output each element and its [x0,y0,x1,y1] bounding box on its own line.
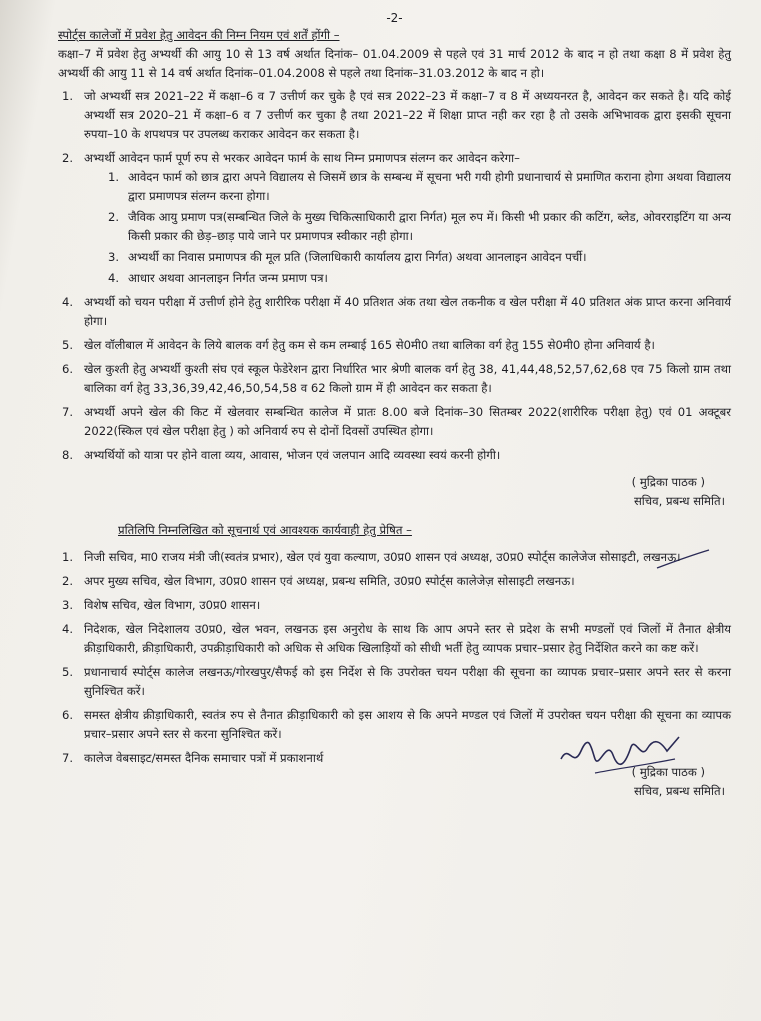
signatory-designation: सचिव, प्रबन्ध समिति। [633,784,725,798]
copy-to-item: 2. अपर मुख्य सचिव, खेल विभाग, उ0प्र0 शासन एवं अध्यक्ष, प्रबन्ध समिति, उ0प्र0 स्पोर्ट्स कालेजेज़ सोसाइटी लखनऊ। [62,574,575,588]
rule-item: 4. अभ्यर्थी को चयन परीक्षा में उत्तीर्ण होने हेतु शारीरिक परीक्षा में 40 प्रतिशत अंक तथा खेल तकनीक व खेल परीक्षा में 40 प्रतिशत अंक प्राप्त करना अनिवार्य होगा। [62,295,731,328]
rule-item: 6. खेल कुश्ती हेतु अभ्यर्थी कुश्ती संघ एवं स्कूल फेडेरेशन द्वारा निर्धारित भार श्रेणी बालक वर्ग हेतु 38, 41,44,48,52,57,62,68 एव 75 किलो ग्राम तथा बालिका वर्ग हेतु 33,36,39,42,46,50,54,58 व 62 किलो ग्राम में ही आवेदन कर सकता है। [62,362,731,395]
handwritten-signature [555,729,685,781]
subrule-item: 4. आधार अथवा आनलाइन निर्गत जन्म प्रमाण पत्र। [108,271,328,285]
intro-paragraph: कक्षा–7 में प्रवेश हेतु अभ्यर्थी की आयु 10 से 13 वर्ष अर्थात दिनांक– 01.04.2009 से पहले एवं 31 मार्च 2012 के बाद न हो तथा कक्षा 8 में प्रवेश हेतु अभ्यर्थी की आयु 11 से 14 वर्ष अर्थात दिनांक–01.04.2008 से पहले तथा दिनांक–31.03.2012 के बाद न हो। [58,47,731,80]
subrule-item: 2. जैविक आयु प्रमाण पत्र(सम्बन्धित जिले के मुख्य चिकित्साधिकारी द्वारा निर्गत) मूल रुप में। किसी भी प्रकार की कटिंग, ब्लेड, ओवरराइटिंग या अन्य किसी प्रकार की छेड़–छाड़ पाये जाने पर प्रमाणपत्र स्वीकार नही होगा। [108,210,731,243]
signatory-name: ( मुद्रिका पाठक ) [631,765,705,779]
rule-item: 2. अभ्यर्थी आवेदन फार्म पूर्ण रुप से भरकर आवेदन फार्म के साथ निम्न प्रमाणपत्र संलग्न कर आवेदन करेगा– 1. आवेदन फार्म को छात्र द्वारा अपने विद्यालय से जिसमें छात्र के सम्बन्ध में सूचना भरी गयी होगी प्रधानाचार्य से प्रमाणित कराना होगा अथवा विद्यालय द्वारा प्रमाणपत्र संलग्न करना होगा। 2. जैविक आयु प्रमाण पत्र(सम्बन्धित जिले के मुख्य चिकित्साधिकारी द्वारा निर्गत) मूल रुप में। किसी भी प्रकार की कटिंग, ब्लेड, ओवरराइटिंग या अन्य किसी प्रकार की छेड़–छाड़ पाये जाने पर प्रमाणपत्र स्वीकार नही होगा। 3. अभ्यर्थी का निवास प्रमाणपत्र की मूल प्रति (जिलाधिकारी कार्यालय द्वारा निर्गत) अथवा आनलाइन आवेदन पर्ची। 4. आधार अथवा आनलाइन निर्गत जन्म प्रमाण पत्र। [58,149,731,288]
copy-to-heading: प्रतिलिपि निम्नलिखित को सूचनार्थ एवं आवश्यक कार्यवाही हेतु प्रेषित – [118,523,412,537]
subrule-item: 3. अभ्यर्थी का निवास प्रमाणपत्र की मूल प्रति (जिलाधिकारी कार्यालय द्वारा निर्गत) अथवा आनलाइन आवेदन पर्ची। [108,250,587,264]
signatory-designation: सचिव, प्रबन्ध समिति। [633,494,725,508]
rule-item: 1. जो अभ्यर्थी सत्र 2021–22 में कक्षा–6 व 7 उत्तीर्ण कर चुके है एवं सत्र 2022–23 में कक्षा–7 व 8 में अध्ययनरत है, आवेदन कर सकते है। यदि कोई अभ्यर्थी सत्र 2020–21 में कक्षा–6 व 7 उत्तीर्ण कर चुका है तथा 2021–22 में शिक्षा प्राप्त नही कर रहा है तो उसके अभिभावक द्वारा इसकी सूचना रुपया–10 के शपथपत्र पर उपलब्ध कराकर आवेदन कर सकता है। [62,89,731,141]
rule-item: 5. खेल वॉलीबाल में आवेदन के लिये बालक वर्ग हेतु कम से कम लम्बाई 165 से0मी0 तथा बालिका वर्ग हेतु 155 से0मी0 होना अनिवार्य है। [62,338,655,352]
copy-to-item: 7. कालेज वेबसाइट/समस्त दैनिक समाचार पत्रों में प्रकाशनार्थ [62,751,324,765]
rule-item: 7. अभ्यर्थी अपने खेल की किट में खेलवार सम्बन्धित कालेज में प्रातः 8.00 बजे दिनांक–30 सितम्बर 2022(शारीरिक परीक्षा हेतु) एवं 01 अक्टूबर 2022(स्किल एवं खेल परीक्षा हेतु ) को अनिवार्य रुप से दोनों दिवसों उपस्थित होगा। [62,405,731,438]
rules-list [58,87,731,465]
signature-block-1 [58,473,725,511]
copy-to-item: 3. विशेष सचिव, खेल विभाग, उ0प्र0 शासन। [62,598,261,612]
subrule-item: 1. आवेदन फार्म को छात्र द्वारा अपने विद्यालय से जिसमें छात्र के सम्बन्ध में सूचना भरी गयी होगी प्रधानाचार्य से प्रमाणित कराना होगा अथवा विद्यालय द्वारा प्रमाणपत्र संलग्न करना होगा। [108,170,731,203]
rule-item: 8. अभ्यर्थियों को यात्रा पर होने वाला व्यय, आवास, भोजन एवं जलपान आदि व्यवस्था स्वयं करनी होगी। [62,448,501,462]
copy-to-item: 1. निजी सचिव, मा0 राजय मंत्री जी(स्वतंत्र प्रभार), खेल एवं युवा कल्याण, उ0प्र0 शासन एवं अध्यक्ष, उ0प्र0 स्पोर्ट्स कालेजेज सोसाइटी, लखनऊ। [62,550,681,564]
signatory-name: ( मुद्रिका पाठक ) [631,475,705,489]
signature-block-2 [58,763,725,801]
page-number: -2- [386,11,403,25]
copy-to-item: 4. निदेशक, खेल निदेशालय उ0प्र0, खेल भवन, लखनऊ इस अनुरोध के साथ कि आप अपने स्तर से प्रदेश के सभी मण्डलों एवं जिलों में तैनात क्षेत्रीय क्रीड़ाधिकारी, क्रीड़ाधिकारी, उपक्रीड़ाधिकारी को अधिक से अधिक खिलाड़ियों को सीधी भर्ती हेतु व्यापक प्रचार–प्रसार हेतु निर्देशित करने का कष्ट करें। [62,622,731,655]
copy-to-item: 5. प्रधानाचार्य स्पोर्ट्स कालेज लखनऊ/गोरखपुर/सैफई को इस निर्देश से कि उपरोक्त चयन परीक्षा की सूचना का व्यापक प्रचार–प्रसार अपने स्तर से करना सुनिश्चित करें। [62,665,731,698]
copy-to-item: 6. समस्त क्षेत्रीय क्रीड़ाधिकारी, स्वतंत्र रुप से तैनात क्रीड़ाधिकारी को इस आशय से कि अपने मण्डल एवं जिलों में उपरोक्त चयन परीक्षा की सूचना का व्यापक प्रचार–प्रसार अपने स्तर से करना सुनिश्चित करें। [62,708,731,741]
section-heading: स्पोर्ट्स कालेजों में प्रवेश हेतु आवेदन की निम्न नियम एवं शर्तें होंगी – [58,28,340,42]
certificate-sublist [84,168,731,288]
